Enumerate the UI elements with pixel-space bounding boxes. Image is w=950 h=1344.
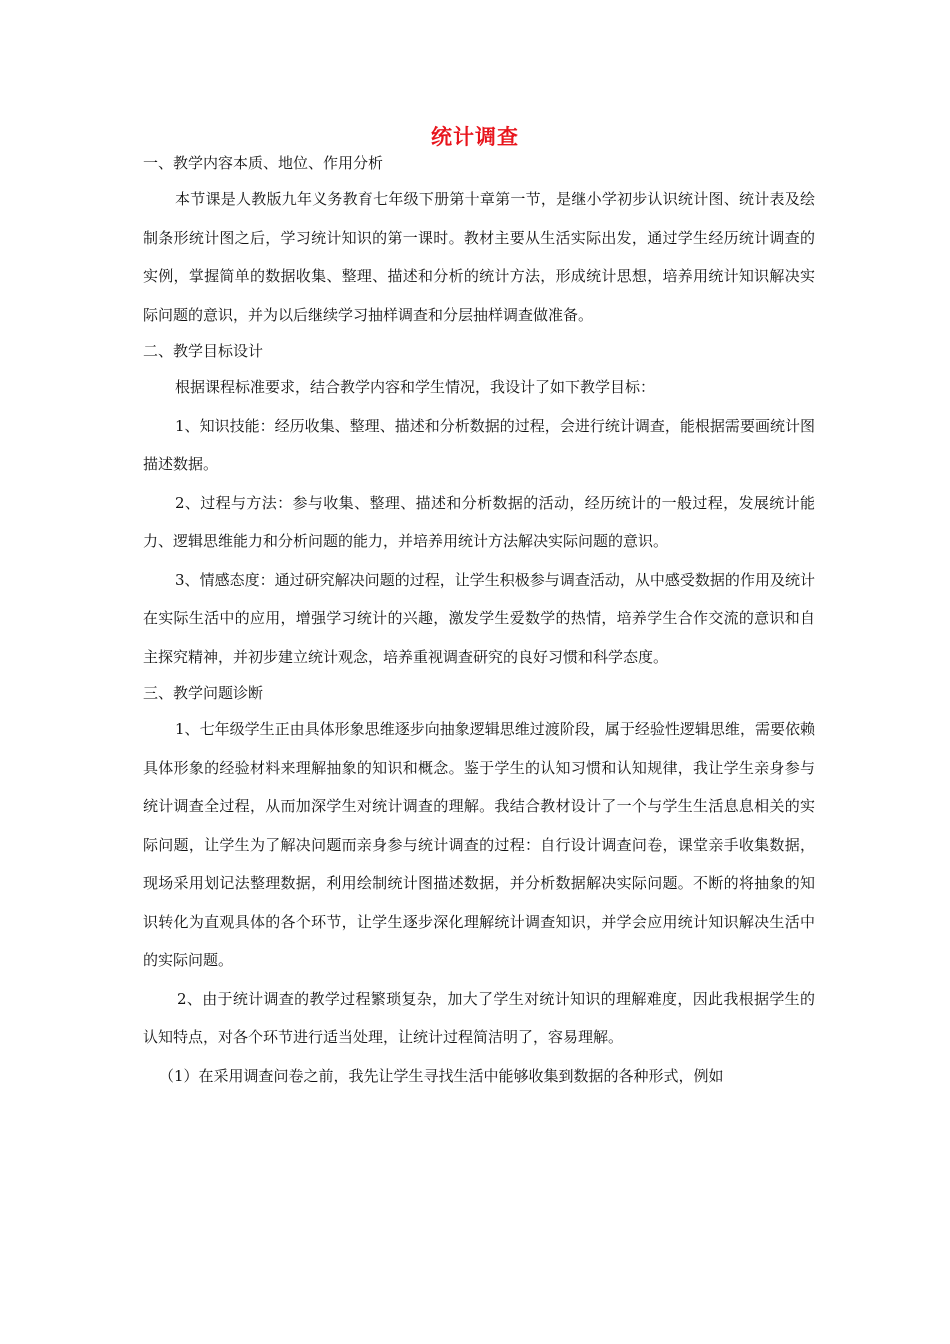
section-3-paragraph-3: （1）在采用调查问卷之前，我先让学生寻找生活中能够收集到数据的各种形式，例如	[159, 1066, 724, 1085]
section-2-paragraph-4: 3、情感态度：通过研究解决问题的过程，让学生积极参与调查活动，从中感受数据的作用及统计在实际生活中的应用，增强学习统计的兴趣，激发学生爱数学的热情，培养学生合作交流的意识和自主探究精神，并初步建立统计观念，培养重视调查研究的良好习惯和科学态度。	[143, 570, 815, 666]
section-heading-3: 三、教学问题诊断	[143, 684, 264, 702]
section-2-paragraph-2: 1、知识技能：经历收集、整理、描述和分析数据的过程，会进行统计调查，能根据需要画统计图描述数据。	[143, 416, 815, 473]
document-body	[143, 152, 815, 1095]
section-3-paragraph-2: 2、由于统计调查的教学过程繁琐复杂，加大了学生对统计知识的理解难度，因此我根据学生的认知特点，对各个环节进行适当处理，让统计过程简洁明了，容易理解。	[143, 989, 815, 1046]
document-title: 统计调查	[431, 124, 519, 149]
section-1-paragraph-1: 本节课是人教版九年义务教育七年级下册第十章第一节，是继小学初步认识统计图、统计表及绘制条形统计图之后，学习统计知识的第一课时。教材主要从生活实际出发，通过学生经历统计调查的实例，掌握简单的数据收集、整理、描述和分析的统计方法，形成统计思想，培养用统计知识解决实际问题的意识，并为以后继续学习抽样调查和分层抽样调查做准备。	[143, 190, 815, 324]
section-heading-2: 二、教学目标设计	[143, 342, 264, 360]
section-heading-1: 一、教学内容本质、地位、作用分析	[143, 154, 384, 172]
section-3-paragraph-1: 1、七年级学生正由具体形象思维逐步向抽象逻辑思维过渡阶段，属于经验性逻辑思维，需要依赖具体形象的经验材料来理解抽象的知识和概念。鉴于学生的认知习惯和认知规律，我让学生亲身参与统计调查全过程，从而加深学生对统计调查的理解。我结合教材设计了一个与学生生活息息相关的实际问题，让学生为了解决问题而亲身参与统计调查的过程：自行设计调查问卷，课堂亲手收集数据，现场采用划记法整理数据，利用绘制统计图描述数据，并分析数据解决实际问题。不断的将抽象的知识转化为直观具体的各个环节，让学生逐步深化理解统计调查知识，并学会应用统计知识解决生活中的实际问题。	[143, 720, 815, 969]
section-2-paragraph-1: 根据课程标准要求，结合教学内容和学生情况，我设计了如下教学目标：	[175, 378, 656, 396]
section-2-paragraph-3: 2、过程与方法：参与收集、整理、描述和分析数据的活动，经历统计的一般过程，发展统计能力、逻辑思维能力和分析问题的能力，并培养用统计方法解决实际问题的意识。	[143, 493, 815, 550]
